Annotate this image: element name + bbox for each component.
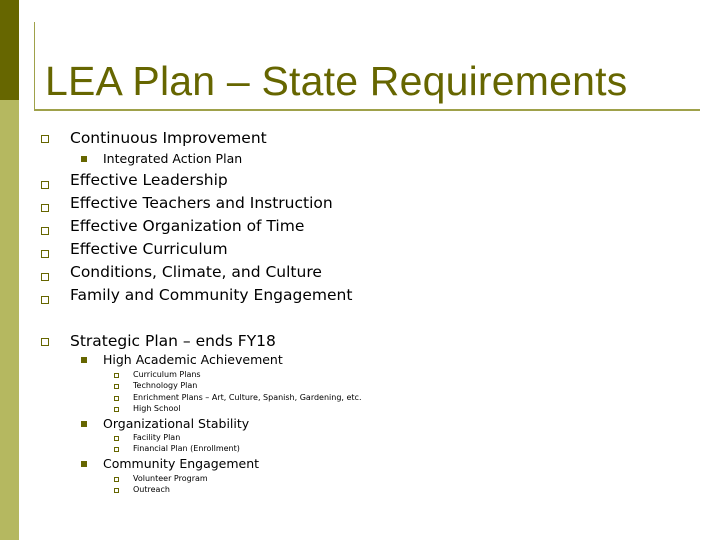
group-label: Organizational Stability [103, 416, 250, 431]
section1-item: Effective Leadership [70, 171, 228, 189]
section1-item: Effective Curriculum [70, 240, 228, 258]
section1-heading: Continuous Improvement [70, 129, 267, 147]
section1-sub: Integrated Action Plan [103, 151, 243, 166]
group-item: Volunteer Program [133, 474, 208, 483]
bullet-square-icon [41, 250, 49, 258]
bullet-square-icon [41, 227, 49, 235]
bullet-filled-square-icon [81, 461, 87, 467]
bullet-square-icon [41, 135, 49, 143]
side-accent-bar-dark [0, 0, 19, 100]
section1-item: Effective Organization of Time [70, 217, 305, 235]
group-item: Facility Plan [133, 433, 181, 442]
section1-item: Conditions, Climate, and Culture [70, 263, 322, 281]
bullet-square-icon [41, 296, 49, 304]
bullet-filled-square-icon [81, 357, 87, 363]
side-accent-bar [0, 0, 19, 540]
group-item: Outreach [133, 485, 170, 494]
bullet-small-square-icon [114, 488, 119, 493]
bullet-filled-square-icon [81, 421, 87, 427]
group-item: Curriculum Plans [133, 370, 201, 379]
group-item: Technology Plan [133, 381, 198, 390]
bullet-small-square-icon [114, 447, 119, 452]
bullet-square-icon [41, 181, 49, 189]
group-item: High School [133, 404, 181, 413]
bullet-square-icon [41, 338, 49, 346]
bullet-square-icon [41, 273, 49, 281]
bullet-small-square-icon [114, 373, 119, 378]
section2-heading: Strategic Plan – ends FY18 [70, 332, 276, 350]
bullet-small-square-icon [114, 396, 119, 401]
bullet-square-icon [41, 204, 49, 212]
bullet-small-square-icon [114, 436, 119, 441]
group-item: Enrichment Plans – Art, Culture, Spanish, Gardening, etc. [133, 393, 362, 402]
bullet-small-square-icon [114, 477, 119, 482]
section1-item: Effective Teachers and Instruction [70, 194, 333, 212]
side-accent-bar-light [0, 100, 19, 540]
bullet-small-square-icon [114, 384, 119, 389]
bullet-small-square-icon [114, 407, 119, 412]
group-item: Financial Plan (Enrollment) [133, 444, 240, 453]
title-underline [34, 109, 700, 111]
bullet-filled-square-icon [81, 156, 87, 162]
group-label: High Academic Achievement [103, 352, 283, 367]
group-label: Community Engagement [103, 456, 260, 471]
slide-title: LEA Plan – State Requirements [45, 58, 628, 104]
section1-item: Family and Community Engagement [70, 286, 353, 304]
